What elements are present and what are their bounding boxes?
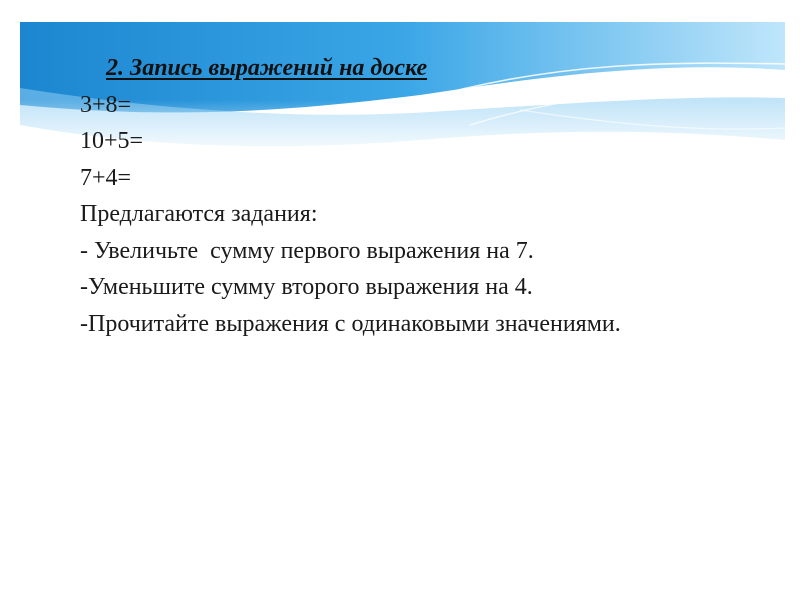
expression-line: 7+4= bbox=[80, 164, 132, 191]
task-item: -Прочитайте выражения с одинаковыми значениями. bbox=[80, 310, 621, 337]
task-item: -Уменьшите сумму второго выражения на 4. bbox=[80, 274, 533, 300]
expression-line: 10+5= bbox=[80, 128, 144, 154]
expression-line: 3+8= bbox=[80, 91, 132, 118]
slide-content bbox=[80, 50, 780, 342]
slide-title: 2. Запись выражений на доске bbox=[106, 55, 428, 81]
tasks-heading: Предлагаются задания: bbox=[80, 201, 318, 227]
task-item: - Увеличьте сумму первого выражения на 7. bbox=[80, 237, 534, 264]
